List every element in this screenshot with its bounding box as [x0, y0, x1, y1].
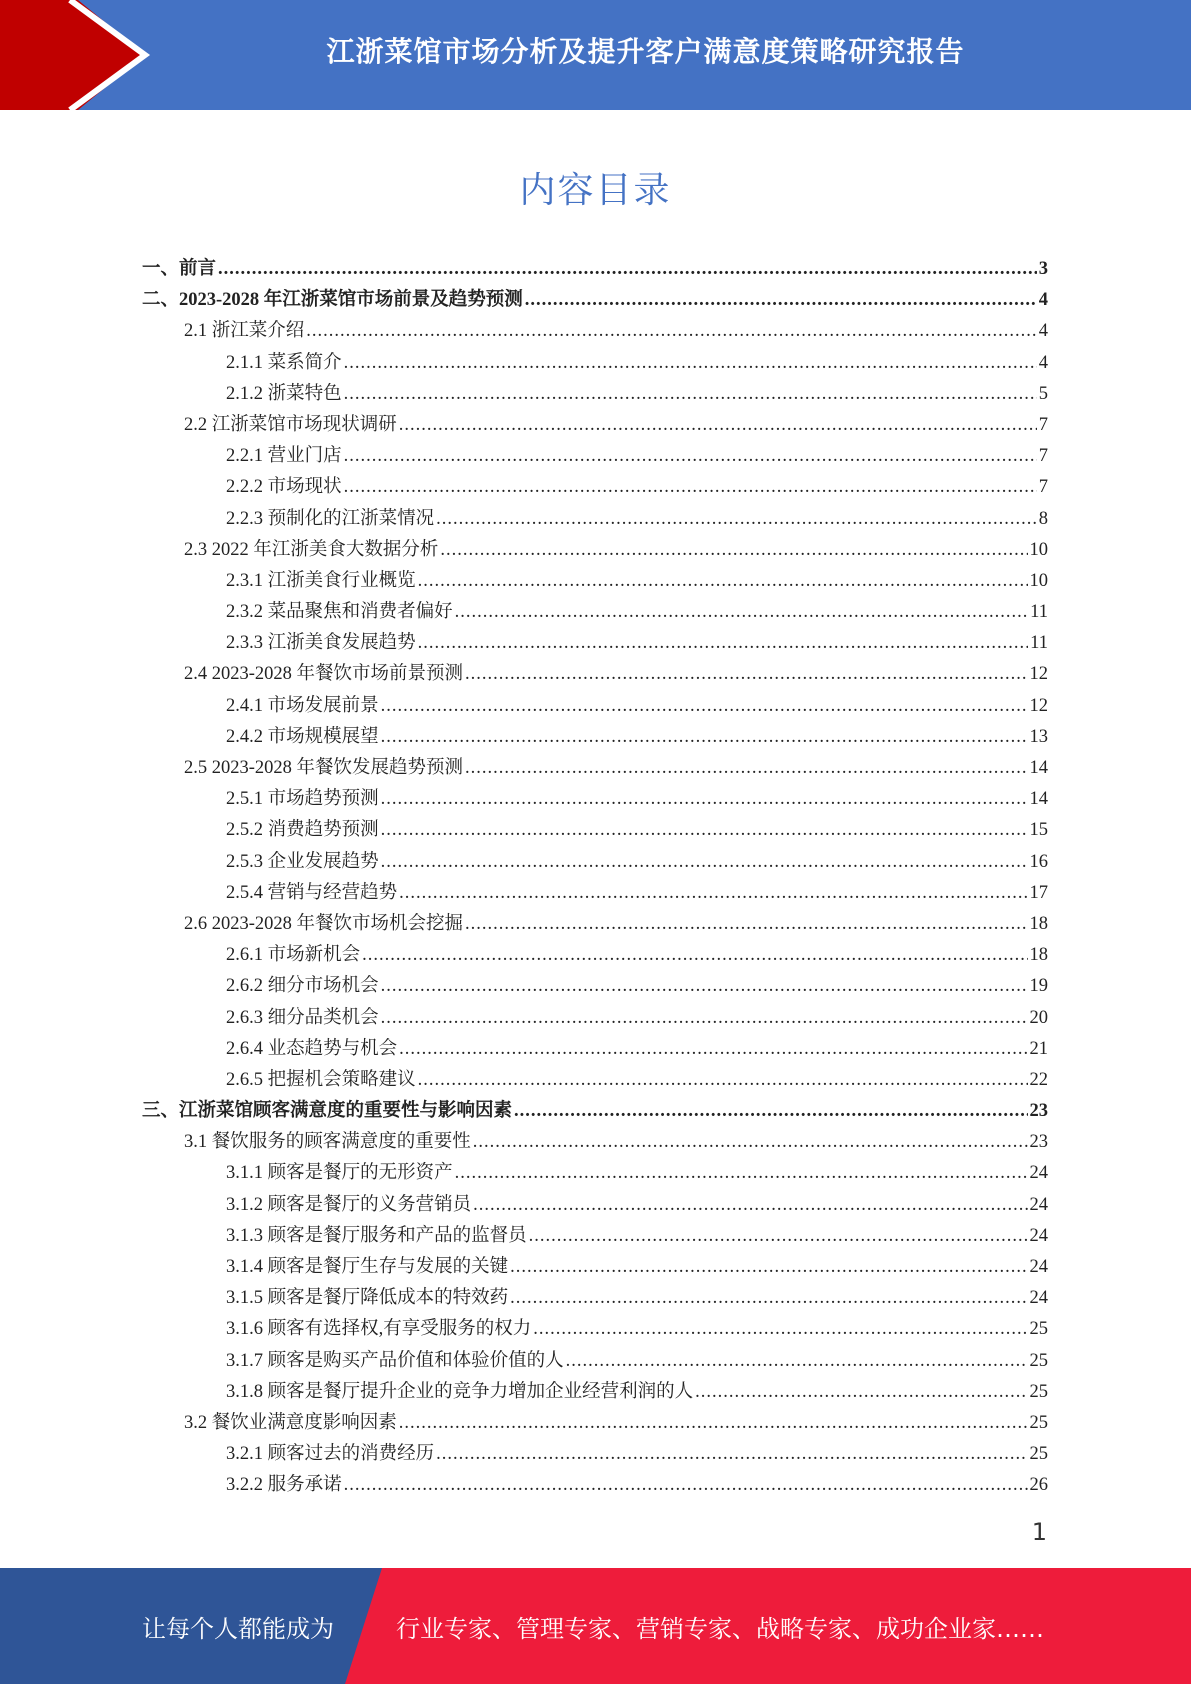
toc-entry-page: 10: [1029, 570, 1048, 591]
footer-slogan-right: 行业专家、管理专家、营销专家、战略专家、成功企业家……: [396, 1614, 1044, 1643]
toc-dot-leader: [510, 1252, 1027, 1283]
toc-entry[interactable]: [142, 1252, 1048, 1283]
table-of-contents: [142, 254, 1048, 1502]
toc-dot-leader: [436, 504, 1037, 535]
toc-entry[interactable]: [142, 1158, 1048, 1189]
toc-entry[interactable]: [142, 1314, 1048, 1345]
page-header: [0, 0, 1191, 110]
toc-entry[interactable]: [142, 441, 1048, 472]
toc-dot-leader: [362, 940, 1027, 971]
toc-entry-title: 3.2 餐饮业满意度影响因素: [184, 1412, 397, 1433]
toc-entry-page: 20: [1029, 1007, 1048, 1028]
toc-entry-title: 3.1.6 顾客有选择权,有享受服务的权力: [226, 1319, 532, 1340]
toc-entry[interactable]: [142, 628, 1048, 659]
toc-entry-title: 2.5 2023-2028 年餐饮发展趋势预测: [184, 758, 464, 778]
toc-entry-page: 7: [1038, 446, 1048, 467]
toc-entry-page: 24: [1029, 1288, 1048, 1309]
toc-dot-leader: [695, 1377, 1027, 1408]
toc-entry-title: 2.2.1 营业门店: [226, 446, 342, 467]
toc-entry[interactable]: [142, 1439, 1048, 1470]
toc-dot-leader: [436, 1439, 1027, 1470]
toc-entry[interactable]: [142, 1065, 1048, 1096]
toc-entry-page: 5: [1038, 383, 1048, 404]
toc-entry-title: 2.4.2 市场规模展望: [226, 726, 379, 747]
toc-entry[interactable]: [142, 940, 1048, 971]
toc-entry-title: 二、2023-2028 年江浙菜馆市场前景及趋势预测: [142, 290, 523, 311]
toc-dot-leader: [381, 784, 1028, 815]
toc-entry-title: 2.6.3 细分品类机会: [226, 1007, 379, 1028]
toc-entry[interactable]: [142, 285, 1048, 316]
toc-entry-page: 7: [1038, 477, 1048, 498]
toc-dot-leader: [306, 316, 1036, 347]
toc-entry[interactable]: [142, 722, 1048, 753]
toc-entry-page: 10: [1029, 539, 1048, 560]
page-footer: [0, 1568, 1191, 1684]
toc-entry-page: 8: [1038, 508, 1048, 529]
toc-entry-title: 2.5.3 企业发展趋势: [226, 851, 379, 872]
toc-entry[interactable]: [142, 316, 1048, 347]
toc-dot-leader: [381, 971, 1028, 1002]
toc-entry-title: 三、江浙菜馆顾客满意度的重要性与影响因素: [142, 1101, 513, 1122]
toc-entry-title: 2.6.4 业态趋势与机会: [226, 1038, 398, 1059]
toc-dot-leader: [399, 1408, 1028, 1439]
toc-entry-page: 14: [1029, 789, 1048, 810]
toc-entry-page: 25: [1029, 1444, 1048, 1465]
toc-entry-page: 24: [1029, 1194, 1048, 1215]
toc-entry-page: 25: [1029, 1412, 1048, 1433]
toc-dot-leader: [465, 909, 1027, 940]
toc-entry-page: 4: [1038, 352, 1048, 373]
toc-entry[interactable]: [142, 1408, 1048, 1439]
toc-entry-page: 21: [1029, 1038, 1048, 1059]
toc-entry-title: 3.1.5 顾客是餐厅降低成本的特效药: [226, 1288, 509, 1309]
toc-dot-leader: [529, 1221, 1028, 1252]
toc-dot-leader: [525, 285, 1037, 316]
toc-entry[interactable]: [142, 504, 1048, 535]
toc-entry-title: 3.1.4 顾客是餐厅生存与发展的关键: [226, 1257, 509, 1277]
toc-entry-page: 11: [1030, 633, 1048, 654]
toc-dot-leader: [473, 1127, 1028, 1158]
report-title: 江浙菜馆市场分析及提升客户满意度策略研究报告: [326, 35, 965, 68]
toc-entry[interactable]: [142, 348, 1048, 379]
toc-entry-title: 2.2.3 预制化的江浙菜情况: [226, 508, 435, 529]
toc-entry[interactable]: [142, 659, 1048, 690]
toc-entry-page: 26: [1029, 1475, 1048, 1496]
toc-entry-page: 4: [1038, 321, 1048, 342]
toc-entry-title: 2.5.4 营销与经营趋势: [226, 882, 398, 903]
toc-entry[interactable]: [142, 535, 1048, 566]
toc-entry[interactable]: [142, 410, 1048, 441]
toc-entry-page: 15: [1029, 820, 1048, 841]
toc-entry[interactable]: [142, 1346, 1048, 1377]
toc-entry-page: 23: [1029, 1101, 1048, 1122]
toc-entry-title: 3.1.2 顾客是餐厅的义务营销员: [226, 1194, 472, 1215]
toc-entry-title: 2.3.1 江浙美食行业概览: [226, 570, 416, 591]
toc-entry-title: 一、前言: [142, 259, 217, 279]
toc-entry-page: 4: [1038, 290, 1048, 311]
toc-entry[interactable]: [142, 691, 1048, 722]
toc-dot-leader: [381, 1003, 1028, 1034]
toc-entry-title: 2.1.1 菜系简介: [226, 352, 342, 373]
toc-dot-leader: [344, 441, 1037, 472]
toc-entry-page: 22: [1029, 1069, 1048, 1090]
toc-entry[interactable]: [142, 1283, 1048, 1314]
toc-dot-leader: [399, 878, 1027, 909]
toc-entry-page: 19: [1029, 976, 1048, 997]
toc-dot-leader: [418, 628, 1029, 659]
toc-dot-leader: [514, 1096, 1027, 1127]
toc-entry-title: 2.2 江浙菜馆市场现状调研: [184, 414, 397, 435]
toc-dot-leader: [344, 379, 1037, 410]
toc-entry[interactable]: [142, 566, 1048, 597]
toc-entry-page: 12: [1029, 664, 1048, 685]
toc-entry-title: 2.6.2 细分市场机会: [226, 976, 379, 997]
toc-entry-page: 13: [1029, 726, 1048, 747]
toc-entry-page: 16: [1029, 851, 1048, 872]
toc-entry[interactable]: [142, 1127, 1048, 1158]
toc-entry-page: 14: [1029, 758, 1048, 778]
toc-entry[interactable]: [142, 878, 1048, 909]
toc-entry[interactable]: [142, 1377, 1048, 1408]
toc-entry-title: 2.3.3 江浙美食发展趋势: [226, 633, 416, 654]
toc-dot-leader: [344, 1470, 1028, 1501]
toc-entry-page: 7: [1038, 414, 1048, 435]
toc-entry-page: 3: [1038, 259, 1048, 279]
toc-dot-leader: [455, 597, 1029, 628]
toc-entry-title: 2.2.2 市场现状: [226, 477, 342, 498]
toc-entry-title: 3.1.8 顾客是餐厅提升企业的竞争力增加企业经营利润的人: [226, 1381, 694, 1402]
toc-entry[interactable]: [142, 971, 1048, 1002]
toc-entry[interactable]: [142, 1034, 1048, 1065]
toc-entry[interactable]: [142, 1096, 1048, 1127]
toc-entry[interactable]: [142, 815, 1048, 846]
toc-entry-title: 3.2.1 顾客过去的消费经历: [226, 1444, 435, 1465]
toc-dot-leader: [465, 659, 1027, 690]
toc-entry-title: 2.5.2 消费趋势预测: [226, 820, 379, 841]
toc-entry-title: 2.6.5 把握机会策略建议: [226, 1069, 416, 1090]
toc-dot-leader: [465, 753, 1027, 784]
toc-entry[interactable]: [142, 753, 1048, 784]
toc-entry[interactable]: [142, 1190, 1048, 1221]
toc-entry[interactable]: [142, 472, 1048, 503]
toc-dot-leader: [218, 254, 1037, 285]
toc-dot-leader: [344, 472, 1037, 503]
toc-entry-page: 25: [1029, 1381, 1048, 1402]
toc-dot-leader: [381, 847, 1028, 878]
toc-entry[interactable]: [142, 909, 1048, 940]
toc-entry[interactable]: [142, 784, 1048, 815]
toc-entry-page: 11: [1030, 602, 1048, 623]
toc-dot-leader: [381, 691, 1028, 722]
toc-dot-leader: [418, 566, 1028, 597]
toc-entry-title: 3.2.2 服务承诺: [226, 1475, 342, 1496]
toc-entry-page: 24: [1029, 1163, 1048, 1184]
toc-dot-leader: [381, 722, 1028, 753]
toc-entry-page: 18: [1029, 913, 1048, 934]
toc-dot-leader: [566, 1346, 1028, 1377]
toc-entry-page: 25: [1029, 1350, 1048, 1371]
toc-entry-page: 24: [1029, 1257, 1048, 1277]
toc-entry[interactable]: [142, 597, 1048, 628]
toc-entry-title: 3.1.7 顾客是购买产品价值和体验价值的人: [226, 1350, 564, 1371]
toc-entry-title: 2.3.2 菜品聚焦和消费者偏好: [226, 602, 453, 623]
toc-entry-page: 24: [1029, 1225, 1048, 1246]
toc-entry-page: 17: [1029, 882, 1048, 903]
toc-entry-title: 2.5.1 市场趋势预测: [226, 789, 379, 810]
toc-dot-leader: [381, 815, 1028, 846]
toc-entry-title: 3.1 餐饮服务的顾客满意度的重要性: [184, 1132, 471, 1153]
toc-entry-title: 2.4.1 市场发展前景: [226, 695, 379, 716]
toc-dot-leader: [399, 410, 1037, 441]
toc-dot-leader: [399, 1034, 1027, 1065]
toc-entry-title: 2.3 2022 年江浙美食大数据分析: [184, 539, 439, 560]
toc-entry[interactable]: [142, 847, 1048, 878]
toc-dot-leader: [533, 1314, 1027, 1345]
toc-heading: 内容目录: [519, 170, 672, 211]
toc-entry-title: 2.1.2 浙菜特色: [226, 383, 342, 404]
toc-entry-page: 18: [1029, 945, 1048, 966]
footer-slogan-left: 让每个人都能成为: [142, 1614, 334, 1643]
toc-dot-leader: [473, 1190, 1027, 1221]
toc-dot-leader: [344, 348, 1037, 379]
toc-entry[interactable]: [142, 1221, 1048, 1252]
toc-entry-title: 2.1 浙江菜介绍: [184, 321, 305, 342]
toc-entry[interactable]: [142, 254, 1048, 285]
toc-dot-leader: [440, 535, 1027, 566]
toc-entry-page: 23: [1029, 1132, 1048, 1153]
toc-entry-title: 3.1.3 顾客是餐厅服务和产品的监督员: [226, 1225, 527, 1246]
toc-dot-leader: [510, 1283, 1027, 1314]
toc-entry[interactable]: [142, 379, 1048, 410]
toc-entry[interactable]: [142, 1470, 1048, 1501]
toc-entry-title: 2.6.1 市场新机会: [226, 945, 361, 966]
toc-entry[interactable]: [142, 1003, 1048, 1034]
toc-dot-leader: [418, 1065, 1028, 1096]
toc-entry-title: 2.6 2023-2028 年餐饮市场机会挖掘: [184, 913, 464, 934]
toc-entry-page: 25: [1029, 1319, 1048, 1340]
page-number: 1: [1031, 1518, 1047, 1546]
toc-entry-page: 12: [1029, 695, 1048, 716]
toc-entry-title: 2.4 2023-2028 年餐饮市场前景预测: [184, 664, 464, 685]
toc-entry-title: 3.1.1 顾客是餐厅的无形资产: [226, 1163, 453, 1184]
toc-dot-leader: [455, 1158, 1028, 1189]
